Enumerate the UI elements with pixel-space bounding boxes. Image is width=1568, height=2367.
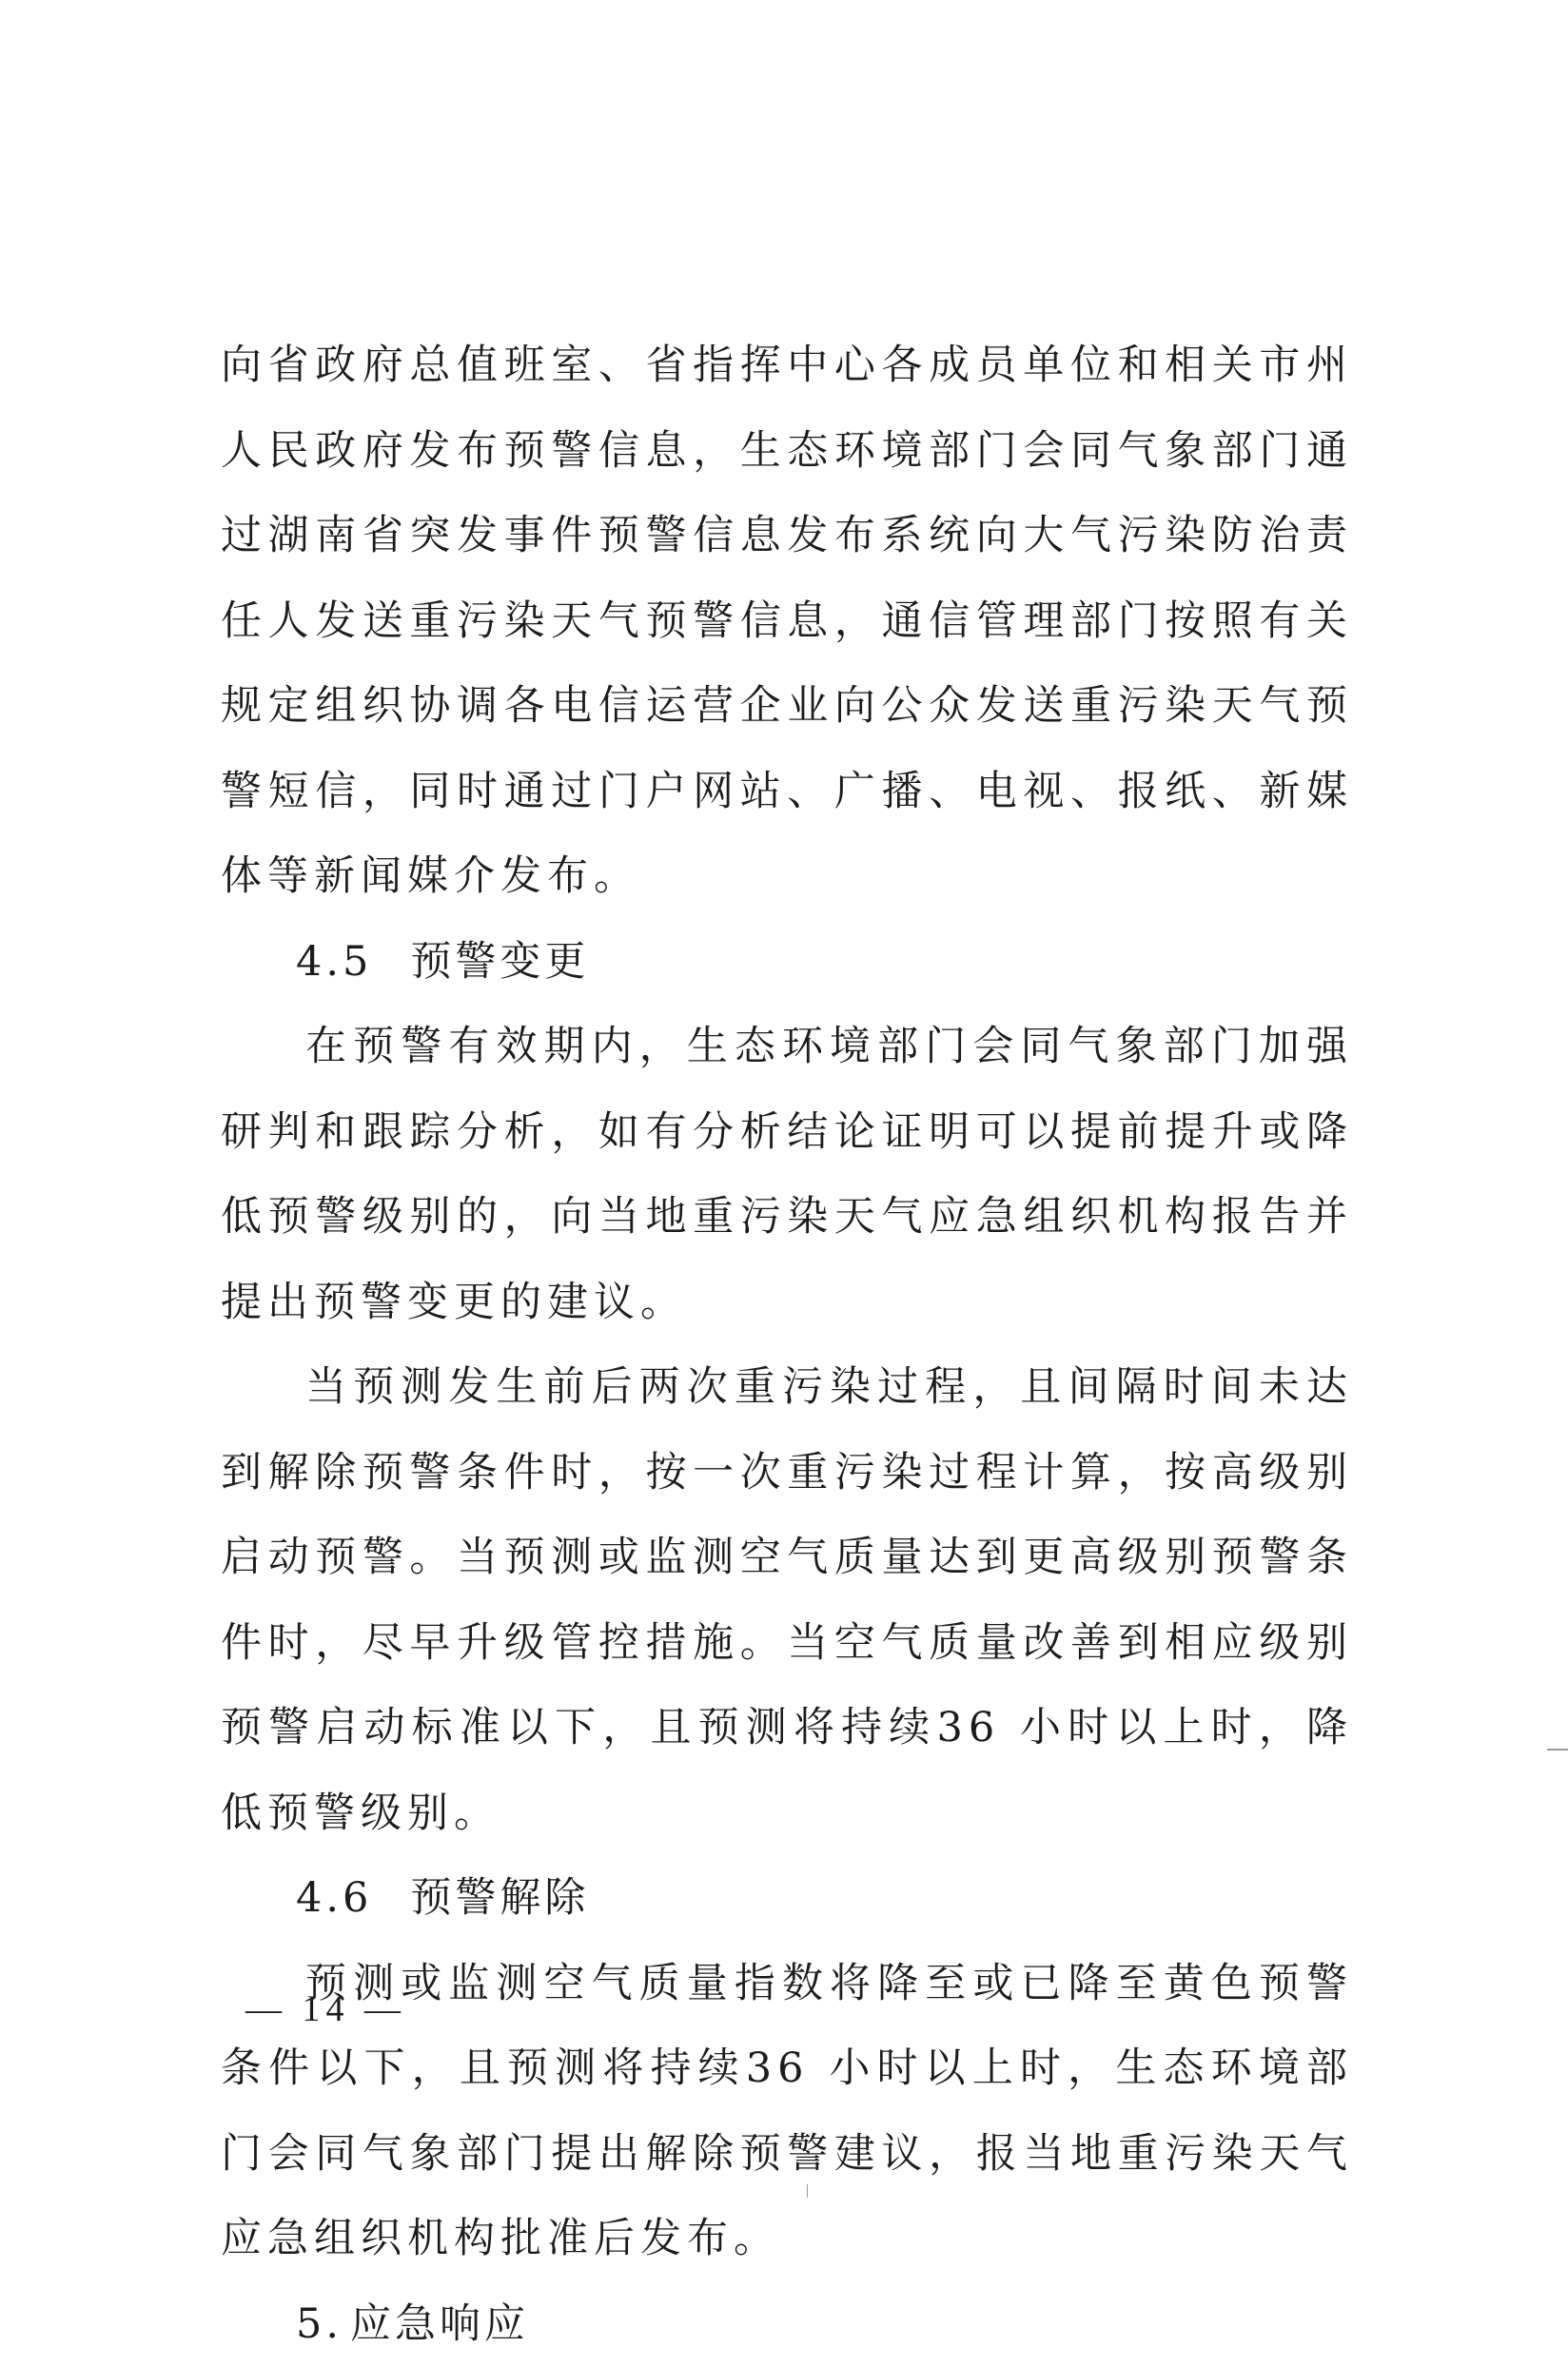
section-title: 应急响应 — [350, 2300, 529, 2348]
section-title: 预警解除 — [410, 1874, 589, 1922]
section-title: 预警变更 — [410, 938, 589, 986]
scan-mark — [807, 2184, 808, 2198]
body-paragraph: 在预警有效期内，生态环境部门会同气象部门加强研判和跟踪分析，如有分析结论证明可以提前提升或降低预警级别的，向当地重污染天气应急组织机构报告并提出预警变更的建议。 — [221, 1005, 1353, 1345]
section-heading-4-5 — [221, 920, 1353, 1006]
section-heading-5 — [221, 2282, 1353, 2367]
section-number: 4.5 — [296, 938, 372, 986]
body-paragraph: 当预测发生前后两次重污染过程，且间隔时间未达到解除预警条件时，按一次重污染过程计算，按高级别启动预警。当预测或监测空气质量达到更高级别预警条件时，尽早升级管控措施。当空气质量改善到相应级别预警启动标准以下，且预测将持续36 小时以上时，降低预警级别。 — [221, 1345, 1353, 1856]
body-paragraph: 向省政府总值班室、省指挥中心各成员单位和相关市州人民政府发布预警信息，生态环境部门会同气象部门通过湖南省突发事件预警信息发布系统向大气污染防治责任人发送重污染天气预警信息，通信管理部门按照有关规定组织协调各电信运营企业向公众发送重污染天气预警短信，同时通过门户网站、广播、电视、报纸、新媒体等新闻媒介发布。 — [221, 323, 1353, 920]
scan-mark — [1547, 1749, 1568, 1751]
body-paragraph: 预测或监测空气质量指数将降至或已降至黄色预警条件以下，且预测将持续36 小时以上时，生态环境部门会同气象部门提出解除预警建议，报当地重污染天气应急组织机构批准后发布。 — [221, 1942, 1353, 2282]
section-number: 5. — [296, 2300, 343, 2348]
section-number: 4.6 — [296, 1874, 372, 1922]
section-heading-4-6 — [221, 1856, 1353, 1942]
document-body — [221, 323, 1353, 2367]
page-number: — 14 — — [245, 1988, 406, 2030]
